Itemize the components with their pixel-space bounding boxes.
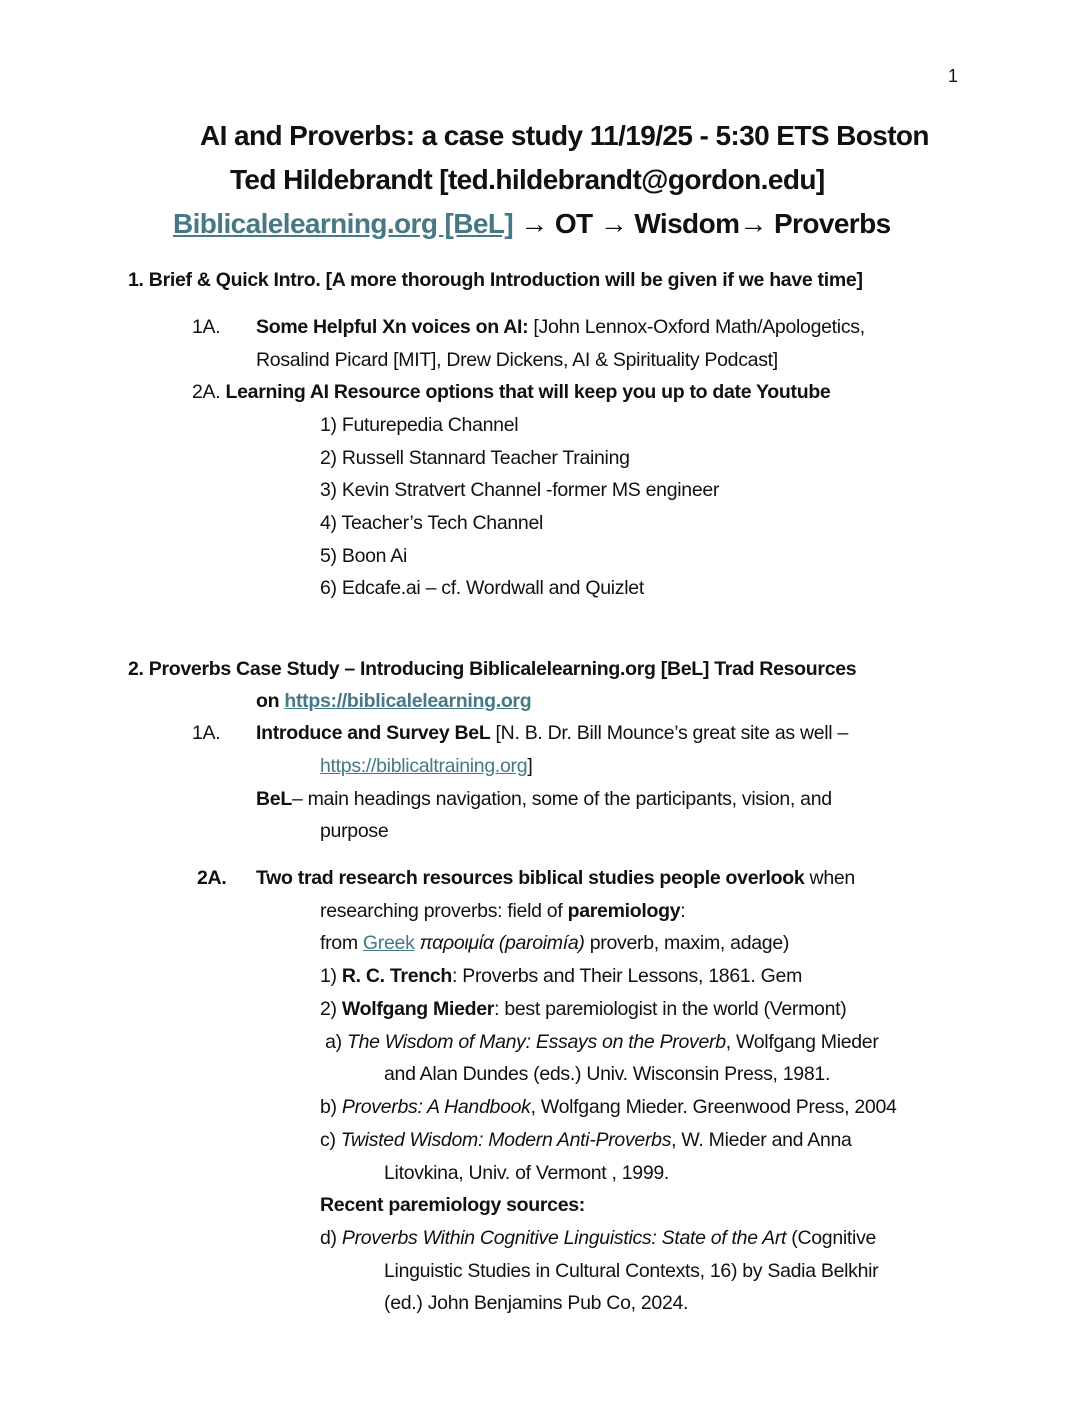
section2-heading: 2. Proverbs Case Study – Introducing Biblicalelearning.org [BeL] Trad Resources [128, 658, 857, 680]
reference-c-cont: Litovkina, Univ. of Vermont , 1999. [384, 1162, 670, 1184]
reference-b: b) Proverbs: A Handbook, Wolfgang Mieder. Greenwood Press, 2004 [320, 1096, 897, 1118]
crumb-proverbs: Proverbs [773, 208, 891, 239]
reference-a-cont: and Alan Dundes (eds.) Univ. Wisconsin Press, 1981. [384, 1063, 831, 1085]
biblicalelearning-link[interactable]: Biblicalelearning.org [BeL] [173, 208, 514, 239]
s2-item2-marker: 2A. [197, 867, 227, 889]
bel-description-cont: purpose [320, 820, 389, 842]
arrow-right-icon: → [739, 208, 767, 239]
recent-sources-heading: Recent paremiology sources: [320, 1194, 585, 1216]
s2-item1-marker: 1A. [192, 722, 221, 744]
reference-a: a) The Wisdom of Many: Essays on the Proverb, Wolfgang Mieder [320, 1031, 879, 1053]
greek-link[interactable]: Greek [362, 932, 415, 954]
biblicalelearning-url-link[interactable]: https://biblicalelearning.org [284, 690, 532, 712]
s1-item1-cont: Rosalind Picard [MIT], Drew Dickens, AI & Spirituality Podcast] [256, 349, 778, 371]
resource-item: 4) Teacher’s Tech Channel [320, 512, 544, 534]
section2-heading-cont: on https://biblicalelearning.org [256, 690, 532, 712]
s2-item1: Introduce and Survey BeL [N. B. Dr. Bill Mounce’s great site as well – [256, 722, 849, 744]
author-line: Ted Hildebrandt [ted.hildebrandt@gordon.edu] [230, 164, 825, 195]
section1-heading: 1. Brief & Quick Intro. [A more thorough Introduction will be given if we have time] [128, 269, 863, 291]
page-number: 1 [948, 66, 959, 86]
s1-item2: 2A. Learning AI Resource options that will keep you up to date Youtube [192, 381, 831, 403]
resource-item: 3) Kevin Stratvert Channel -former MS engineer [320, 479, 720, 501]
arrow-right-icon: → [520, 208, 548, 239]
resource-item: 2) Russell Stannard Teacher Training [320, 447, 630, 469]
paremiology-line: researching proverbs: field of paremiology: [320, 900, 686, 922]
reference-c: c) Twisted Wisdom: Modern Anti-Proverbs, W. Mieder and Anna [320, 1129, 852, 1151]
arrow-right-icon: → [599, 208, 628, 239]
trench-entry: 1) R. C. Trench: Proverbs and Their Lessons, 1861. Gem [320, 965, 803, 987]
bel-description: BeL– main headings navigation, some of the participants, vision, and [256, 788, 832, 810]
s1-item1-marker: 1A. [192, 316, 221, 338]
breadcrumb [173, 208, 891, 240]
s1-item1: Some Helpful Xn voices on AI: [John Lennox-Oxford Math/Apologetics, [256, 316, 865, 338]
reference-d-cont: Linguistic Studies in Cultural Contexts, 16) by Sadia Belkhir [384, 1260, 879, 1282]
reference-d-cont: (ed.) John Benjamins Pub Co, 2024. [384, 1292, 689, 1314]
resource-item: 6) Edcafe.ai – cf. Wordwall and Quizlet [320, 577, 644, 599]
reference-d: d) Proverbs Within Cognitive Linguistics: State of the Art (Cognitive [320, 1227, 877, 1249]
greek-etymology-line: from Greek παροιμία (paroimía) proverb, maxim, adage) [320, 932, 790, 954]
resource-item: 1) Futurepedia Channel [320, 414, 519, 436]
resource-item: 5) Boon Ai [320, 545, 407, 567]
crumb-wisdom: Wisdom [634, 208, 740, 239]
doc-title: AI and Proverbs: a case study 11/19/25 - 5:30 ETS Boston [200, 120, 929, 151]
s2-item2: Two trad research resources biblical studies people overlook when [256, 867, 855, 889]
crumb-ot: OT [554, 208, 593, 239]
s2-item1-link-line: https://biblicaltraining.org] [320, 755, 533, 777]
biblicaltraining-link[interactable]: https://biblicaltraining.org [320, 755, 528, 777]
mieder-entry: 2) Wolfgang Mieder: best paremiologist in the world (Vermont) [320, 998, 847, 1020]
